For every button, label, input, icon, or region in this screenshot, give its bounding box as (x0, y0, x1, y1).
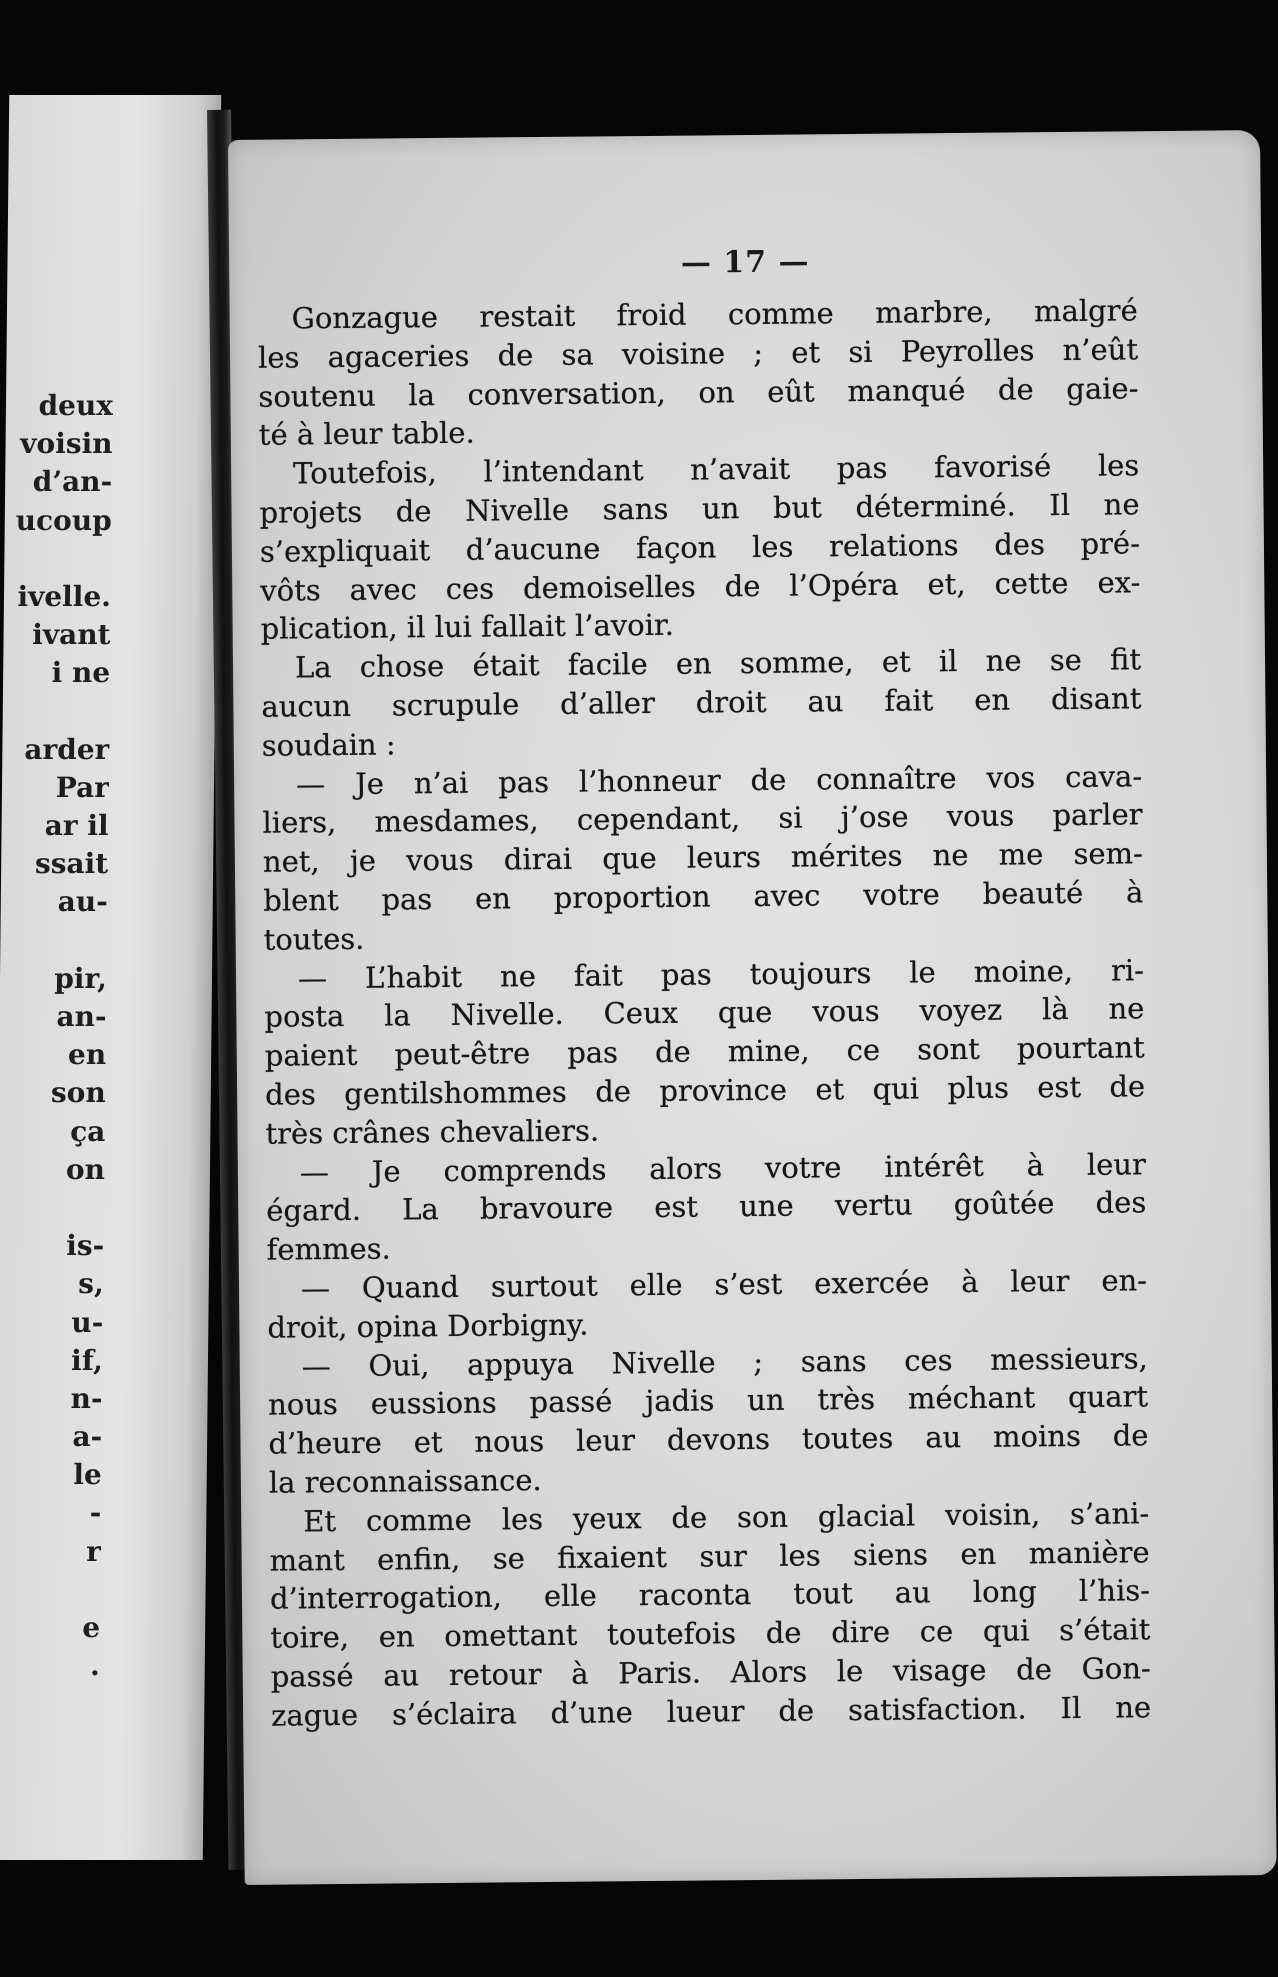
page-body-text (258, 291, 1152, 1735)
previous-page-fragment: ivant (32, 618, 111, 652)
previous-page-fragment: r (86, 1534, 102, 1568)
text-line: toutes. (263, 921, 365, 957)
previous-page-fragment (0, 1571, 101, 1609)
previous-page-text-fragments (0, 387, 113, 1685)
text-line: — L’habit ne fait pas toujours le moine, ri- (297, 952, 1145, 995)
text-line: les agaceries de sa voisine ; et si Peyrolles n’eût (257, 332, 1139, 375)
previous-page-fragment: ivelle. (17, 579, 112, 613)
text-line: soutenu la conversation, on eût manqué de gaie- (258, 370, 1139, 414)
text-line: — Je n’ai pas l’honneur de connaître vos cava- (296, 758, 1143, 801)
text-line: posta la Nivelle. Ceux que vous voyez là ne (264, 991, 1145, 1035)
text-line: vôts avec ces demoiselles de l’Opéra et, cette ex- (260, 564, 1141, 608)
text-line: toire, en omettant toutefois de dire ce qui s’était (270, 1612, 1151, 1655)
text-line: net, je vous dirai que leurs mérites ne me sem- (262, 836, 1144, 879)
text-line: plication, il lui fallait l’avoir. (260, 608, 675, 647)
text-line: Et comme les yeux de son glacial voisin, s’ani- (303, 1495, 1150, 1539)
previous-page-fragment: ça (70, 1114, 106, 1148)
text-line: paient peut-être pas de mine, ce sont pourtant (264, 1030, 1145, 1073)
text-line: té à leur table. (258, 416, 475, 453)
text-line: égard. La bravoure est une vertu goûtée des (266, 1185, 1147, 1229)
text-line: des gentilshommes de province et qui plus est de (265, 1069, 1146, 1112)
text-line: blent pas en proportion avec votre beauté à (263, 875, 1144, 918)
text-line: projets de Nivelle sans un but déterminé. Il ne (259, 487, 1140, 530)
previous-page-fragment (0, 693, 110, 731)
previous-page-fragment: a- (72, 1420, 103, 1454)
previous-page-fragment: e (82, 1611, 101, 1644)
text-line: nous eussions passé jadis un très méchant quart (267, 1379, 1149, 1422)
previous-page-fragment: on (65, 1152, 106, 1186)
previous-page-fragment: . (89, 1649, 100, 1683)
previous-page-fragment: deux (38, 389, 114, 422)
text-line: — Je comprends alors votre intérêt à leur (299, 1146, 1147, 1189)
previous-page-fragment: arder (24, 732, 110, 766)
text-line: Toutefois, l’intendant n’avait pas favorisé les (293, 448, 1140, 491)
text-line: liers, mesdames, cependant, si j’ose vous parler (262, 797, 1143, 841)
previous-page-fragment: ssait (34, 847, 109, 881)
previous-page-fragment: ar il (44, 809, 109, 843)
text-line: La chose était facile en somme, et il ne se fit (294, 642, 1142, 685)
previous-page-fragment: voisin (20, 427, 113, 461)
previous-page-fragment: en (67, 1038, 107, 1072)
previous-page-fragment: is- (65, 1229, 105, 1263)
text-line: mant enfin, se fixaient sur les siens en manière (269, 1534, 1150, 1578)
page-number: — 17 — (680, 244, 810, 281)
previous-page-fragment: u- (71, 1305, 104, 1339)
text-line: très crânes chevaliers. (265, 1113, 600, 1151)
previous-page-fragment: s, (78, 1267, 104, 1301)
previous-page-fragment: an- (56, 1000, 107, 1033)
previous-page-fragment: au- (57, 885, 108, 919)
text-line: aucun scrupule d’aller droit au fait en disant (261, 681, 1142, 724)
previous-page-fragment: i ne (51, 656, 111, 690)
text-line: femmes. (266, 1231, 391, 1267)
previous-page-fragment (0, 540, 112, 578)
previous-page-fragment: ucoup (15, 503, 112, 537)
text-line: Gonzague restait froid comme marbre, malgré (291, 293, 1138, 336)
previous-page-fragment (0, 1189, 105, 1227)
previous-page-fragment: n- (70, 1381, 103, 1415)
text-line: la reconnaissance. (268, 1462, 542, 1500)
previous-page-fragment: Par (55, 770, 110, 804)
previous-page-fragment (0, 922, 108, 960)
text-line: soudain : (261, 727, 396, 763)
text-line: — Oui, appuya Nivelle ; sans ces messieurs, (301, 1340, 1148, 1383)
text-line: — Quand surtout elle s’est exercée à leur en- (300, 1263, 1148, 1306)
text-line: zague s’éclaira d’une lueur de satisfaction. Il ne (270, 1689, 1152, 1733)
book-page (228, 130, 1277, 1885)
previous-page-fragment: son (50, 1076, 106, 1110)
text-line: droit, opina Dorbigny. (267, 1307, 589, 1345)
text-line: passé au retour à Paris. Alors le visage de Gon- (270, 1651, 1151, 1694)
previous-page-fragment: pir, (54, 961, 108, 995)
previous-page-fragment: if, (70, 1343, 104, 1377)
text-line: d’interrogation, elle raconta tout au long l’his- (269, 1573, 1151, 1616)
text-line: s’expliquait d’aucune façon les relations des pré- (259, 526, 1141, 569)
previous-page-fragment: le (73, 1458, 102, 1492)
text-line: d’heure et nous leur devons toutes au moins de (268, 1418, 1149, 1461)
previous-page-fragment: d’an- (32, 465, 113, 499)
previous-page-fragment: - (89, 1496, 102, 1530)
previous-page-edge (0, 95, 221, 1860)
